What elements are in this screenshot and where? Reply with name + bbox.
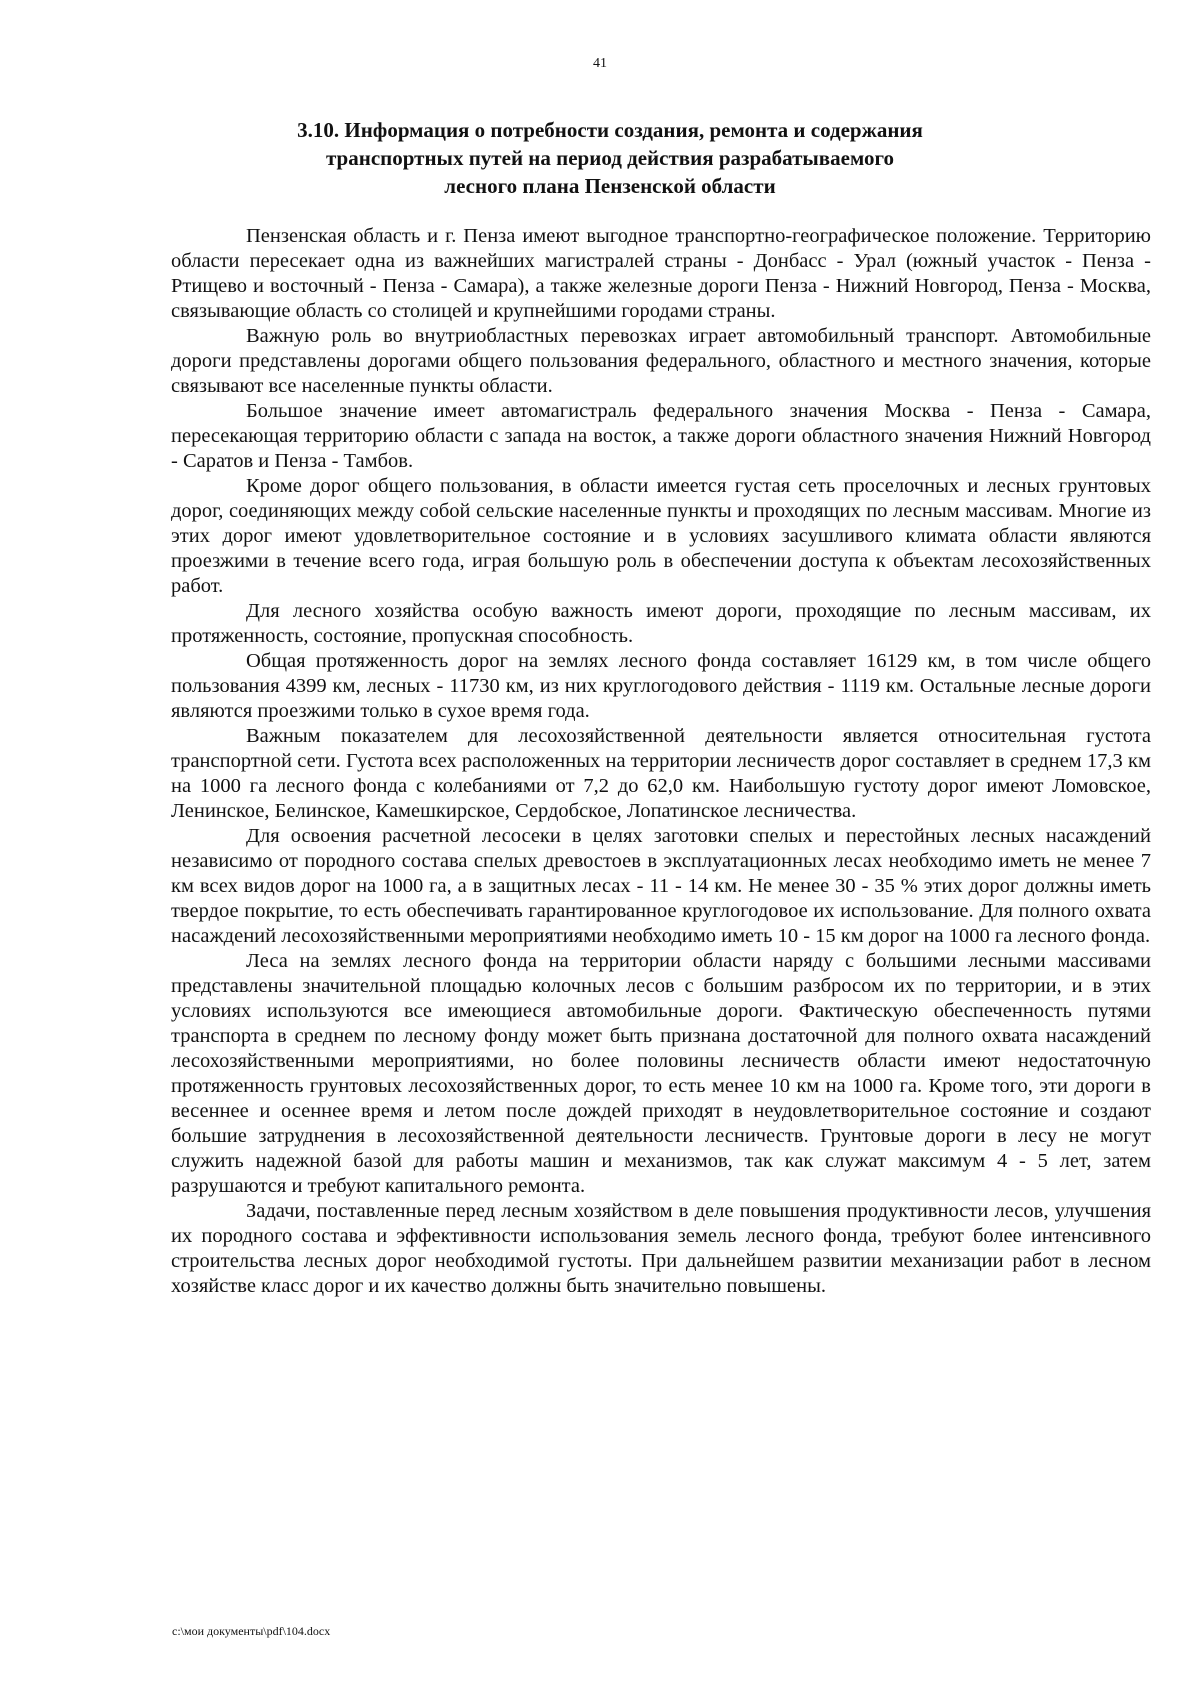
paragraph-6: Общая протяженность дорог на землях лесного фонда составляет 16129 км, в том числе общего пользования 4399 км, лесных - 11730 км, из них круглогодового действия - 1119 км. Остальные лесные дороги являются проезжими только в сухое время года.: [171, 650, 1151, 722]
paragraph-4: Кроме дорог общего пользования, в области имеется густая сеть проселочных и лесных грунтовых дорог, соединяющих между собой сельские населенные пункты и проходящих по лесным массивам. Многие из этих дорог имеют удовлетворительное состояние и в условиях засушливого климата области являются проезжими в течение всего года, играя большую роль в обеспечении доступа к объектам лесохозяйственных работ.: [171, 475, 1151, 597]
footer-file-path: c:\мои документы\pdf\104.docx: [172, 1624, 331, 1638]
paragraph-3: Большое значение имеет автомагистраль федерального значения Москва - Пенза - Самара, пересекающая территорию области с запада на восток, а также дороги областного значения Нижний Новгород - Саратов и Пенза - Тамбов.: [171, 400, 1151, 472]
paragraph-5: Для лесного хозяйства особую важность имеют дороги, проходящие по лесным массивам, их протяженность, состояние, пропускная способность.: [171, 600, 1151, 647]
section-title-line-3: лесного плана Пензенской области: [444, 174, 776, 198]
section-title-line-2: транспортных путей на период действия разрабатываемого: [325, 146, 895, 170]
paragraph-10: Задачи, поставленные перед лесным хозяйством в деле повышения продуктивности лесов, улучшения их породного состава и эффективности использования земель лесного фонда, требуют более интенсивного строительства лесных дорог необходимой густоты. При дальнейшем развитии механизации работ в лесном хозяйстве класс дорог и их качество должны быть значительно повышены.: [171, 1200, 1151, 1297]
paragraph-7: Важным показателем для лесохозяйственной деятельности является относительная густота транспортной сети. Густота всех расположенных на территории лесничеств дорог составляет в среднем 17,3 км на 1000 га лесного фонда с колебаниями от 7,2 до 62,0 км. Наибольшую густоту дорог имеют Ломовское, Ленинское, Белинское, Камешкирское, Сердобское, Лопатинское лесничества.: [171, 725, 1151, 822]
document-body: [171, 224, 1151, 1299]
paragraph-1: Пензенская область и г. Пенза имеют выгодное транспортно-географическое положение. Территорию области пересекает одна из важнейших магистралей страны - Донбасс - Урал (южный участок - Пенза - Ртищево и восточный - Пенза - Самара), а также железные дороги Пенза - Нижний Новгород, Пенза - Москва, связывающие область со столицей и крупнейшими городами страны.: [171, 225, 1151, 322]
page-number: 41: [593, 56, 607, 71]
paragraph-2: Важную роль во внутриобластных перевозках играет автомобильный транспорт. Автомобильные дороги представлены дорогами общего пользования федерального, областного и местного значения, которые связывают все населенные пункты области.: [171, 325, 1151, 397]
section-title-line-1: 3.10. Информация о потребности создания, ремонта и содержания: [297, 118, 923, 142]
section-title: [170, 116, 1050, 200]
paragraph-8: Для освоения расчетной лесосеки в целях заготовки спелых и перестойных лесных насаждений независимо от породного состава спелых древостоев в эксплуатационных лесах необходимо иметь не менее 7 км всех видов дорог на 1000 га, а в защитных лесах - 11 - 14 км. Не менее 30 - 35 % этих дорог должны иметь твердое покрытие, то есть обеспечивать гарантированное круглогодовое их использование. Для полного охвата насаждений лесохозяйственными мероприятиями необходимо иметь 10 - 15 км дорог на 1000 га лесного фонда.: [171, 825, 1151, 947]
paragraph-9: Леса на землях лесного фонда на территории области наряду с большими лесными массивами представлены значительной площадью колочных лесов с большим разбросом их по территории, и в этих условиях используются все имеющиеся автомобильные дороги. Фактическую обеспеченность путями транспорта в среднем по лесному фонду может быть признана достаточной для полного охвата насаждений лесохозяйственными мероприятиями, но более половины лесничеств области имеют недостаточную протяженность грунтовых лесохозяйственных дорог, то есть менее 10 км на 1000 га. Кроме того, эти дороги в весеннее и осеннее время и летом после дождей приходят в неудовлетворительное состояние и создают большие затруднения в лесохозяйственной деятельности лесничеств. Грунтовые дороги в лесу не могут служить надежной базой для работы машин и механизмов, так как служат максимум 4 - 5 лет, затем разрушаются и требуют капитального ремонта.: [171, 950, 1151, 1197]
